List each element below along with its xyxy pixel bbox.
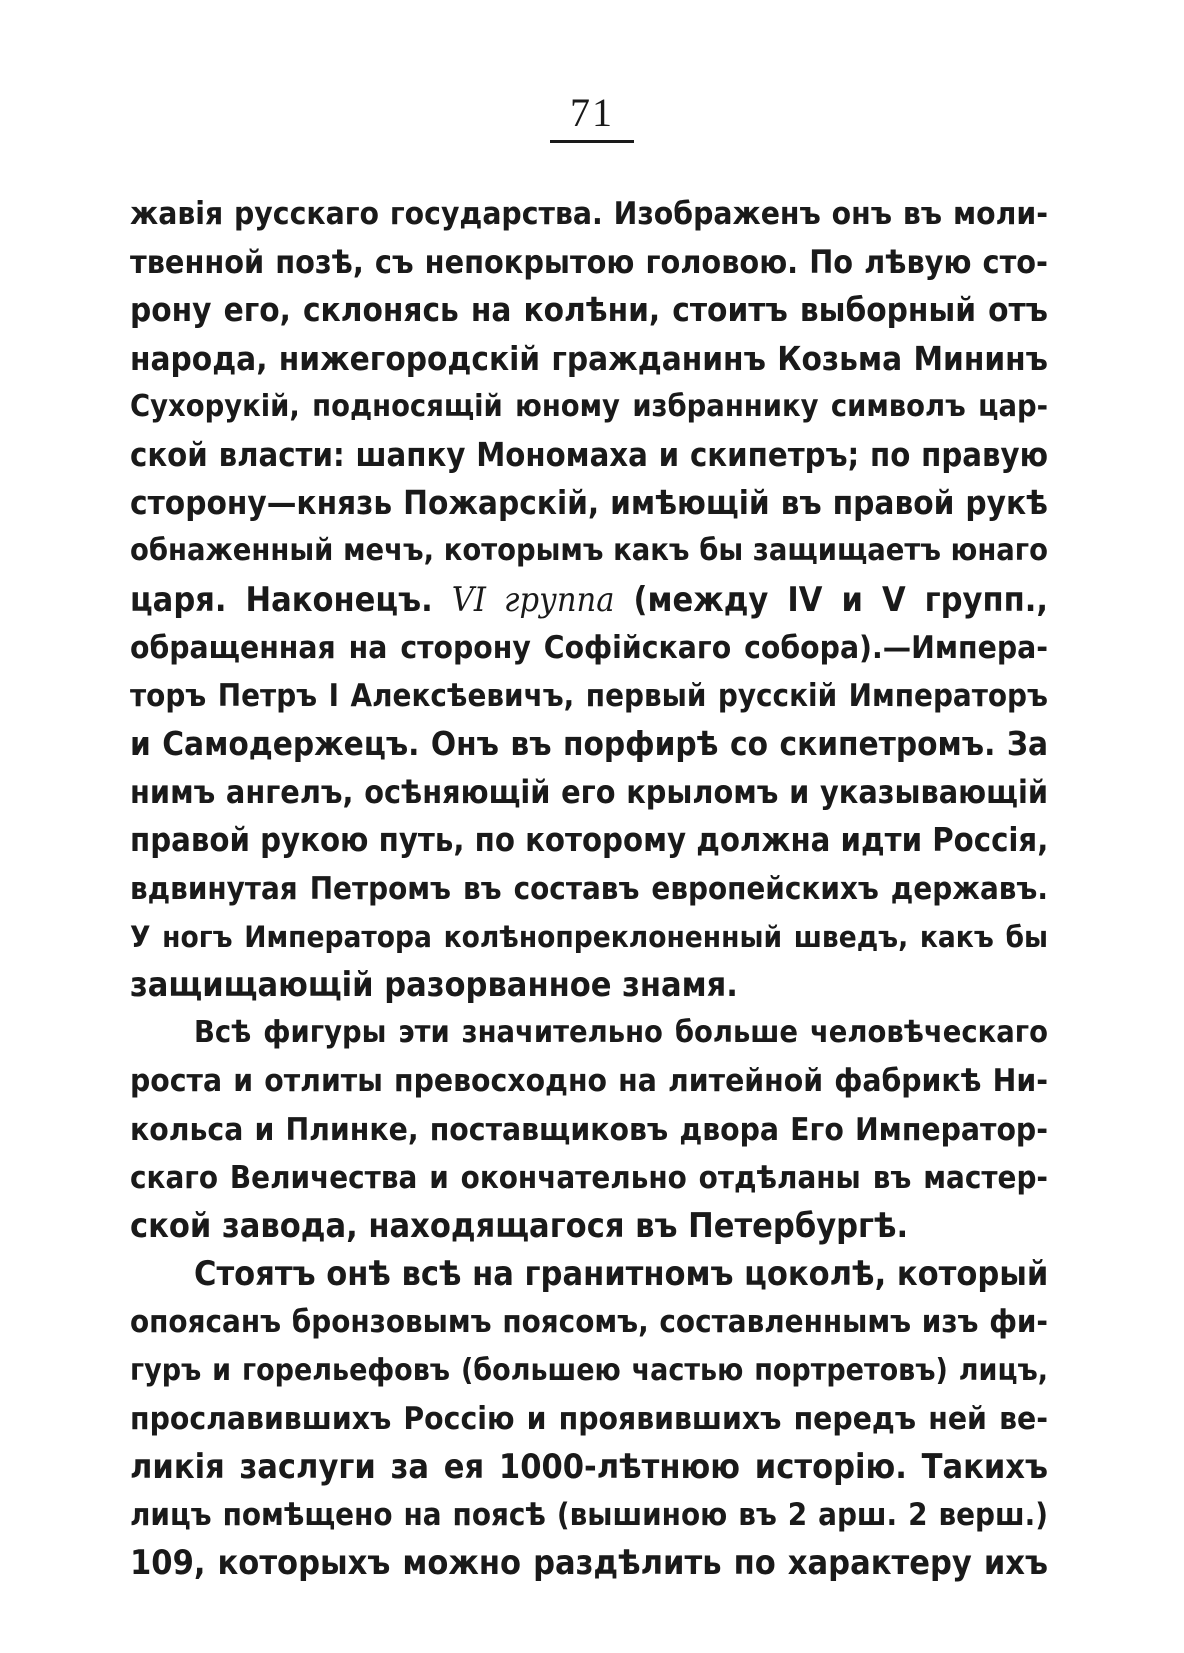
text-line: обнаженный мечъ, которымъ какъ бы защищаетъ юнаго: [130, 533, 1048, 569]
text-segment: (между IV и V групп.,: [614, 579, 1049, 620]
text-line: прославившихъ Россію и проявившихъ передъ ней ве-: [130, 1400, 1048, 1437]
text-line: Сухорукій, подносящій юному избраннику символъ цар-: [130, 388, 1048, 424]
text-line: правой рукою путь, по которому должна идти Россія,: [130, 821, 1049, 860]
text-line: гуръ и горельефовъ (большею частью портретовъ) лицъ,: [130, 1352, 1048, 1388]
text-line: сторону—князь Пожарскій, имѣющій въ правой рукѣ: [130, 483, 1048, 523]
text-line: обращенная на сторону Софійскаго собора).—Импера-: [130, 629, 1048, 666]
body-text: [130, 190, 1048, 1587]
text-line: жавія русскаго государства. Изображенъ онъ въ моли-: [130, 196, 1048, 232]
text-line: роста и отлиты превосходно на литейной фабрикѣ Ни-: [130, 1063, 1048, 1100]
text-line: ской власти: шапку Мономаха и скипетръ; по правую: [130, 435, 1048, 474]
text-line: защищающій разорванное знамя.: [130, 965, 738, 1005]
text-line: нимъ ангелъ, осѣняющій его крыломъ и указывающій: [130, 773, 1048, 812]
paragraph-first-line: Стоятъ онѣ всѣ на гранитномъ цоколѣ, который: [194, 1254, 1049, 1295]
text-line: опоясанъ бронзовымъ поясомъ, составленнымъ изъ фи-: [130, 1304, 1048, 1341]
italic-group-label: VI группа: [451, 579, 615, 620]
text-line: У ногъ Императора колѣнопреклоненный шведъ, какъ бы: [130, 919, 1048, 954]
text-line-with-italic: [130, 576, 1048, 624]
page-number-container: [0, 90, 1184, 143]
text-segment: царя. Наконецъ.: [130, 579, 452, 620]
text-line: кольса и Плинке, поставщиковъ двора Его Император-: [130, 1111, 1048, 1148]
text-line: скаго Величества и окончательно отдѣланы въ мастер-: [130, 1159, 1048, 1196]
text-line: ликія заслуги за ея 1000-лѣтнюю исторію. Такихъ: [130, 1446, 1048, 1487]
page-number: 71: [550, 90, 634, 143]
text-line: торъ Петръ I Алексѣевичъ, первый русскій Императоръ: [130, 677, 1048, 714]
text-line: народа, нижегородскій гражданинъ Козьма Мининъ: [130, 338, 1048, 378]
text-line: ской завода, находящагося въ Петербургѣ.: [130, 1205, 909, 1246]
paragraph-first-line: Всѣ фигуры эти значительно больше человѣческаго: [194, 1015, 1048, 1051]
text-line: твенной позѣ, съ непокрытою головою. По лѣвую сто-: [130, 243, 1048, 282]
text-line: вдвинутая Петромъ въ составъ европейскихъ державъ.: [130, 870, 1048, 907]
text-line: и Самодержецъ. Онъ въ порфирѣ со скипетромъ. За: [130, 724, 1048, 764]
text-line: 109, которыхъ можно раздѣлить по характеру ихъ: [130, 1543, 1048, 1584]
text-line: рону его, склонясь на колѣни, стоитъ выборный отъ: [130, 290, 1048, 330]
text-line: лицъ помѣщено на поясѣ (вышиною въ 2 арш. 2 верш.): [130, 1497, 1048, 1534]
